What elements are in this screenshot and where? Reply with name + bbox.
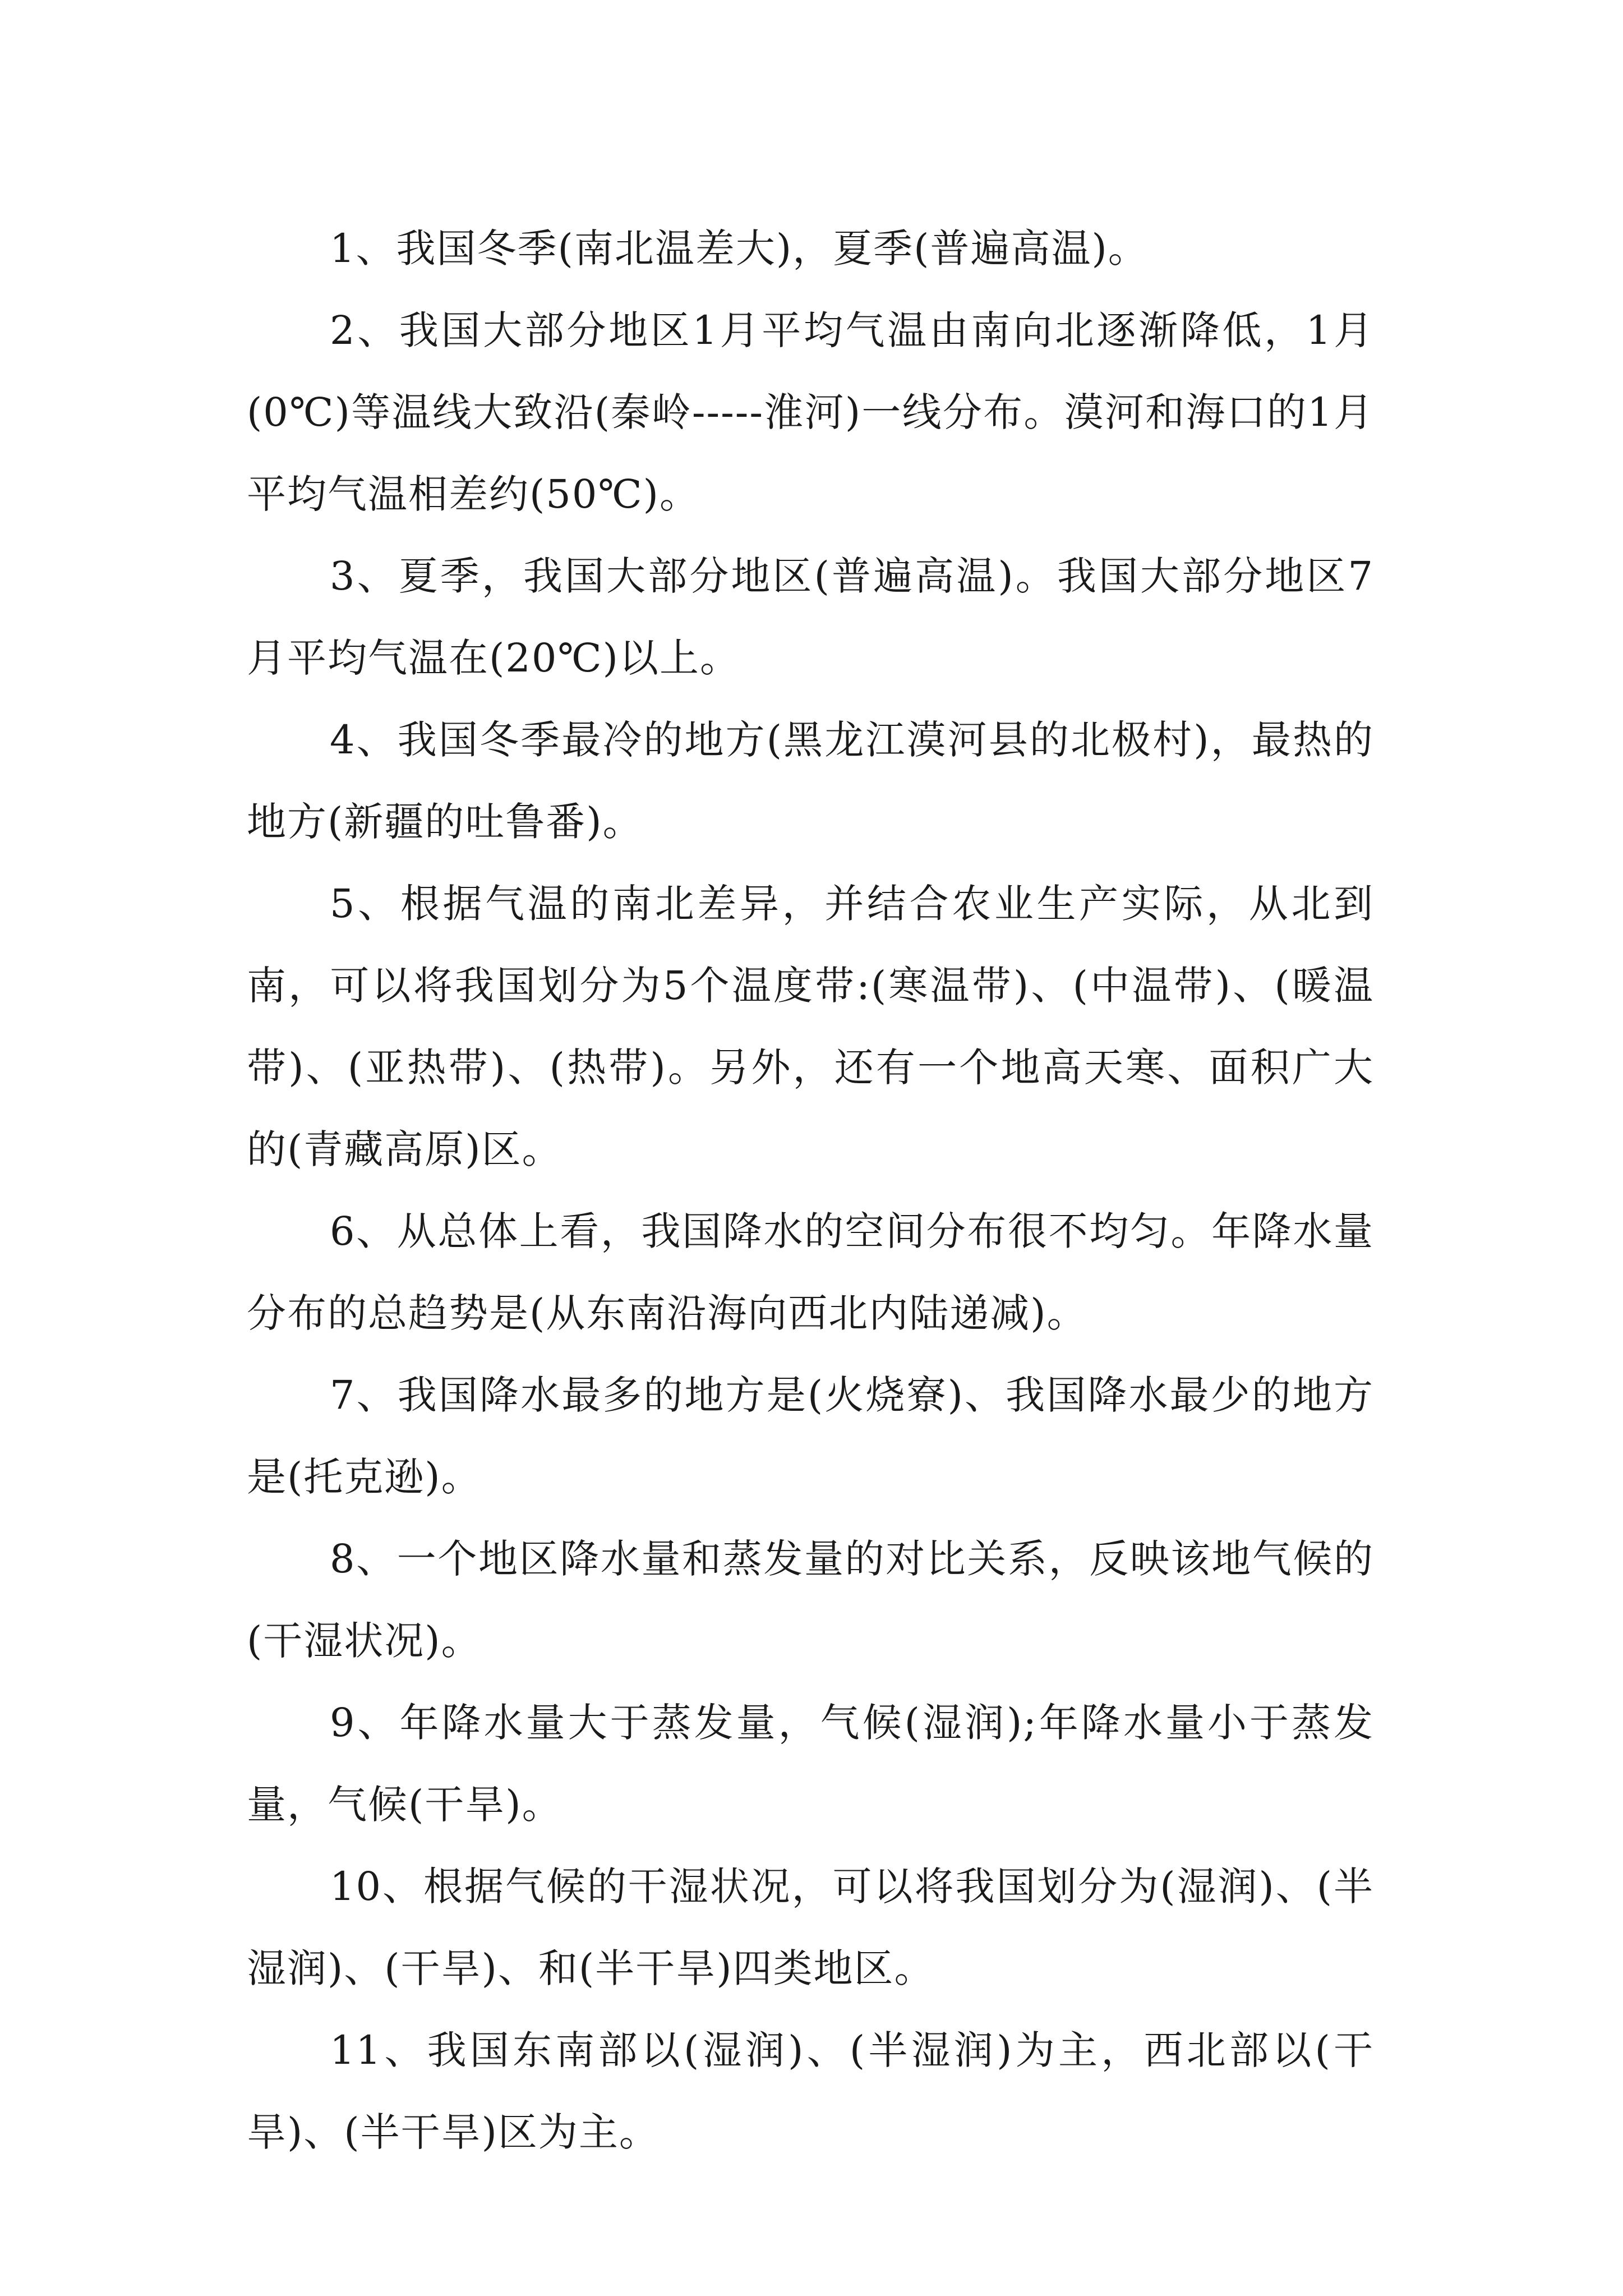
paragraph-11: 11、我国东南部以(湿润)、(半湿润)为主，西北部以(干旱)、(半干旱)区为主。 <box>247 2027 1374 2155</box>
paragraph-1: 1、我国冬季(南北温差大)，夏季(普遍高温)。 <box>330 226 1149 272</box>
paragraph-8: 8、一个地区降水量和蒸发量的对比关系，反映该地气候的(干湿状况)。 <box>247 1536 1374 1664</box>
paragraph-3: 3、夏季，我国大部分地区(普遍高温)。我国大部分地区7月平均气温在(20℃)以上。 <box>247 553 1374 681</box>
paragraph-4: 4、我国冬季最冷的地方(黑龙江漠河县的北极村)，最热的地方(新疆的吐鲁番)。 <box>247 717 1374 845</box>
paragraph-2: 2、我国大部分地区1月平均气温由南向北逐渐降低，1月(0℃)等温线大致沿(秦岭-----淮河)一线分布。漠河和海口的1月平均气温相差约(50℃)。 <box>247 307 1374 517</box>
paragraph-9: 9、年降水量大于蒸发量，气候(湿润);年降水量小于蒸发量，气候(干旱)。 <box>247 1700 1374 1828</box>
paragraph-5: 5、根据气温的南北差异，并结合农业生产实际，从北到南，可以将我国划分为5个温度带:(寒温带)、(中温带)、(暖温带)、(亚热带)、(热带)。另外，还有一个地高天寒、面积广大的(青藏高原)区。 <box>247 881 1374 1172</box>
paragraph-10: 10、根据气候的干湿状况，可以将我国划分为(湿润)、(半湿润)、(干旱)、和(半干旱)四类地区。 <box>247 1864 1374 1991</box>
paragraph-6: 6、从总体上看，我国降水的空间分布很不均匀。年降水量分布的总趋势是(从东南沿海向西北内陆递减)。 <box>247 1208 1374 1336</box>
paragraph-7: 7、我国降水最多的地方是(火烧寮)、我国降水最少的地方是(托克逊)。 <box>247 1372 1374 1500</box>
document-body <box>247 208 1374 2173</box>
